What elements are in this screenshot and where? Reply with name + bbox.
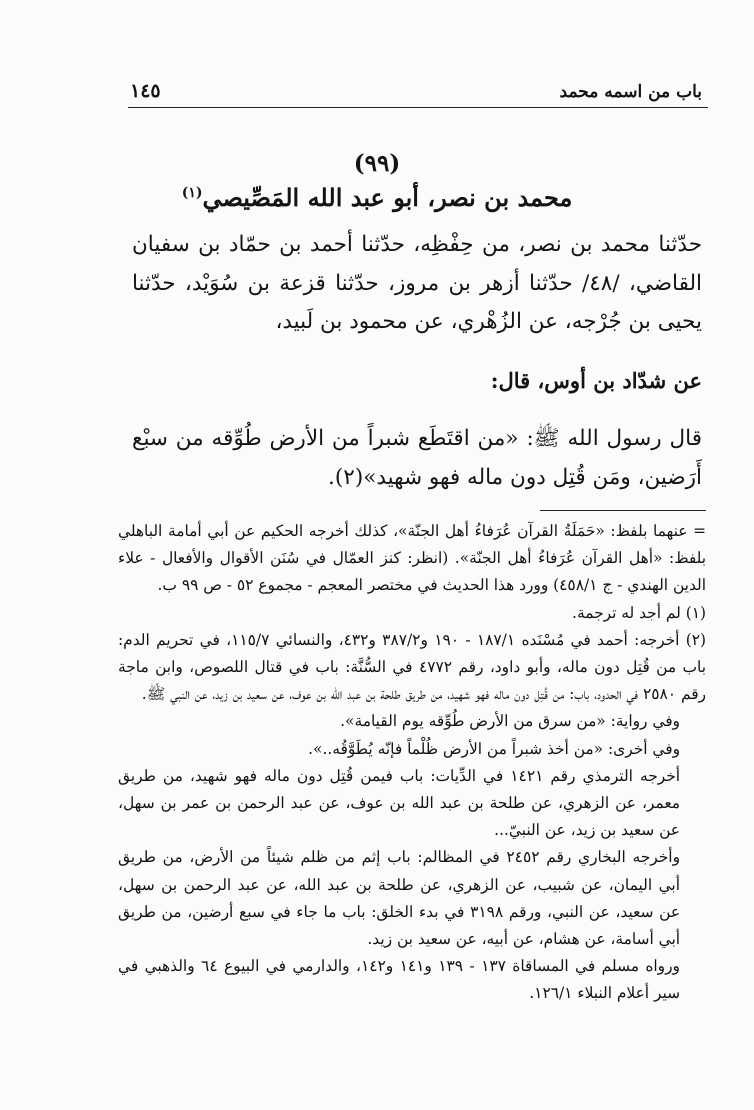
footnote-2-bukhari: وأخرجه البخاري رقم ٢٤٥٢ في المظالم: باب إثم من ظلم شيئاً من الأرض، من طريق أبي اليمان، عن شبيب، عن الزهري، عن طلحة بن عبد الله، عن عبد الرحمن بن سهل، عن سعيد، عن النبي، ورقم ٣١٩٨ في بدء الخلق: باب ما جاء في سبع أرضين، من طريق أبي أسامة، عن هشام، عن أبيه، عن سعيد بن زيد. <box>118 848 680 949</box>
entry-title-text: محمد بن نصر، أبو عبد الله المَصِّيصي <box>202 183 573 212</box>
running-title: باب من اسمه محمد <box>559 82 702 102</box>
entry-title <box>0 183 754 212</box>
narrator-line: عن شدّاد بن أوس، قال: <box>490 368 702 393</box>
footnote-2-variant-2: وفي أخرى: «من أخذ شبراً من الأرض ظُلْماً فإنّه يُطَوَّقُه..». <box>308 739 680 758</box>
isnad-chain: حدّثنا محمد بن نصر، من حِفْظِه، حدّثنا أحمد بن حمّاد بن سفيان القاضي، /٤٨/ حدّثنا أزهر بن مروز، حدّثنا قزعة بن سُوَيْد، حدّثنا يحيى بن جُرْجه، عن الزُهْري، عن محمود بن لَبيد، <box>132 232 702 334</box>
footnote-2-muslim: ورواه مسلم في المساقاة ١٣٧ - ١٣٩ و١٤١ و١٤٢، والدارمي في البيوع ٦٤ والذهبي في سير أعلام النبلاء ١٢٦/١. <box>118 957 680 1003</box>
footnote-1: (١) لم أجد له ترجمة. <box>572 603 706 622</box>
footnotes <box>118 518 706 1008</box>
hadith-text: قال رسول الله ﷺ: «من اقتَطَع شبراً من الأرض طُوِّقه من سبْع أَرَضين، ومَن قُتِل دون ماله فهو شهيد»(٢). <box>132 426 702 490</box>
entry-title-footnote-marker: (١) <box>181 185 203 201</box>
header-rule <box>128 107 708 108</box>
footnote-continuation: = عنهما بلفظ: «حَمَلَةُ القرآن عُرَفاءُ أهل الجنّة»، كذلك أخرجه الحكيم عن أبي أمامة الباهلي بلفظ: «أهل القرآن عُرَفاءُ أهل الجنّة». (انظر: كنز العمّال في سُنَن الأقوال والأفعال - علاء الدين الهندي - ج ٤٥٨/١) وورد هذا الحديث في مختصر المعجم - مجموع ٥٢ - ص ٩٩ ب. <box>118 522 706 595</box>
footnote-separator <box>540 510 706 511</box>
footnote-2: (٢) أخرجه: أحمد في مُسْنَده ١٨٧/١ - ١٩٠ و٣٨٧/٢ و٤٣٢، والنسائي ١١٥/٧، في تحريم الدم: باب من قُتِل دون ماله، وأبو داود، رقم ٤٧٧٢ في السُّنَّة: باب في قتال اللصوص، وابن ماجة رقم ٢٥٨٠ في الحدود، باب: من قُتِل دون ماله فهو شهيد، من طريق طلحة بن عبد الله بن عوف، عن سعيد بن زيد، عن النبي ﷺ. <box>118 630 707 704</box>
footnote-2-tirmidhi: أخرجه الترمذي رقم ١٤٢١ في الدِّيات: باب فيمن قُتِل دون ماله فهو شهيد، من طريق معمر، عن الزهري، عن طلحة بن عبد الله بن عوف، عن عبد الرحمن بن عمر بن سهل، عن سعيد بن زيد، عن النبيّ... <box>118 766 680 840</box>
entry-number: (٩٩) <box>353 150 401 177</box>
page-number: ١٤٥ <box>130 80 161 102</box>
footnote-2-variant-1: وفي رواية: «من سرق من الأرض طُوِّقه يوم القيامة». <box>340 712 680 731</box>
